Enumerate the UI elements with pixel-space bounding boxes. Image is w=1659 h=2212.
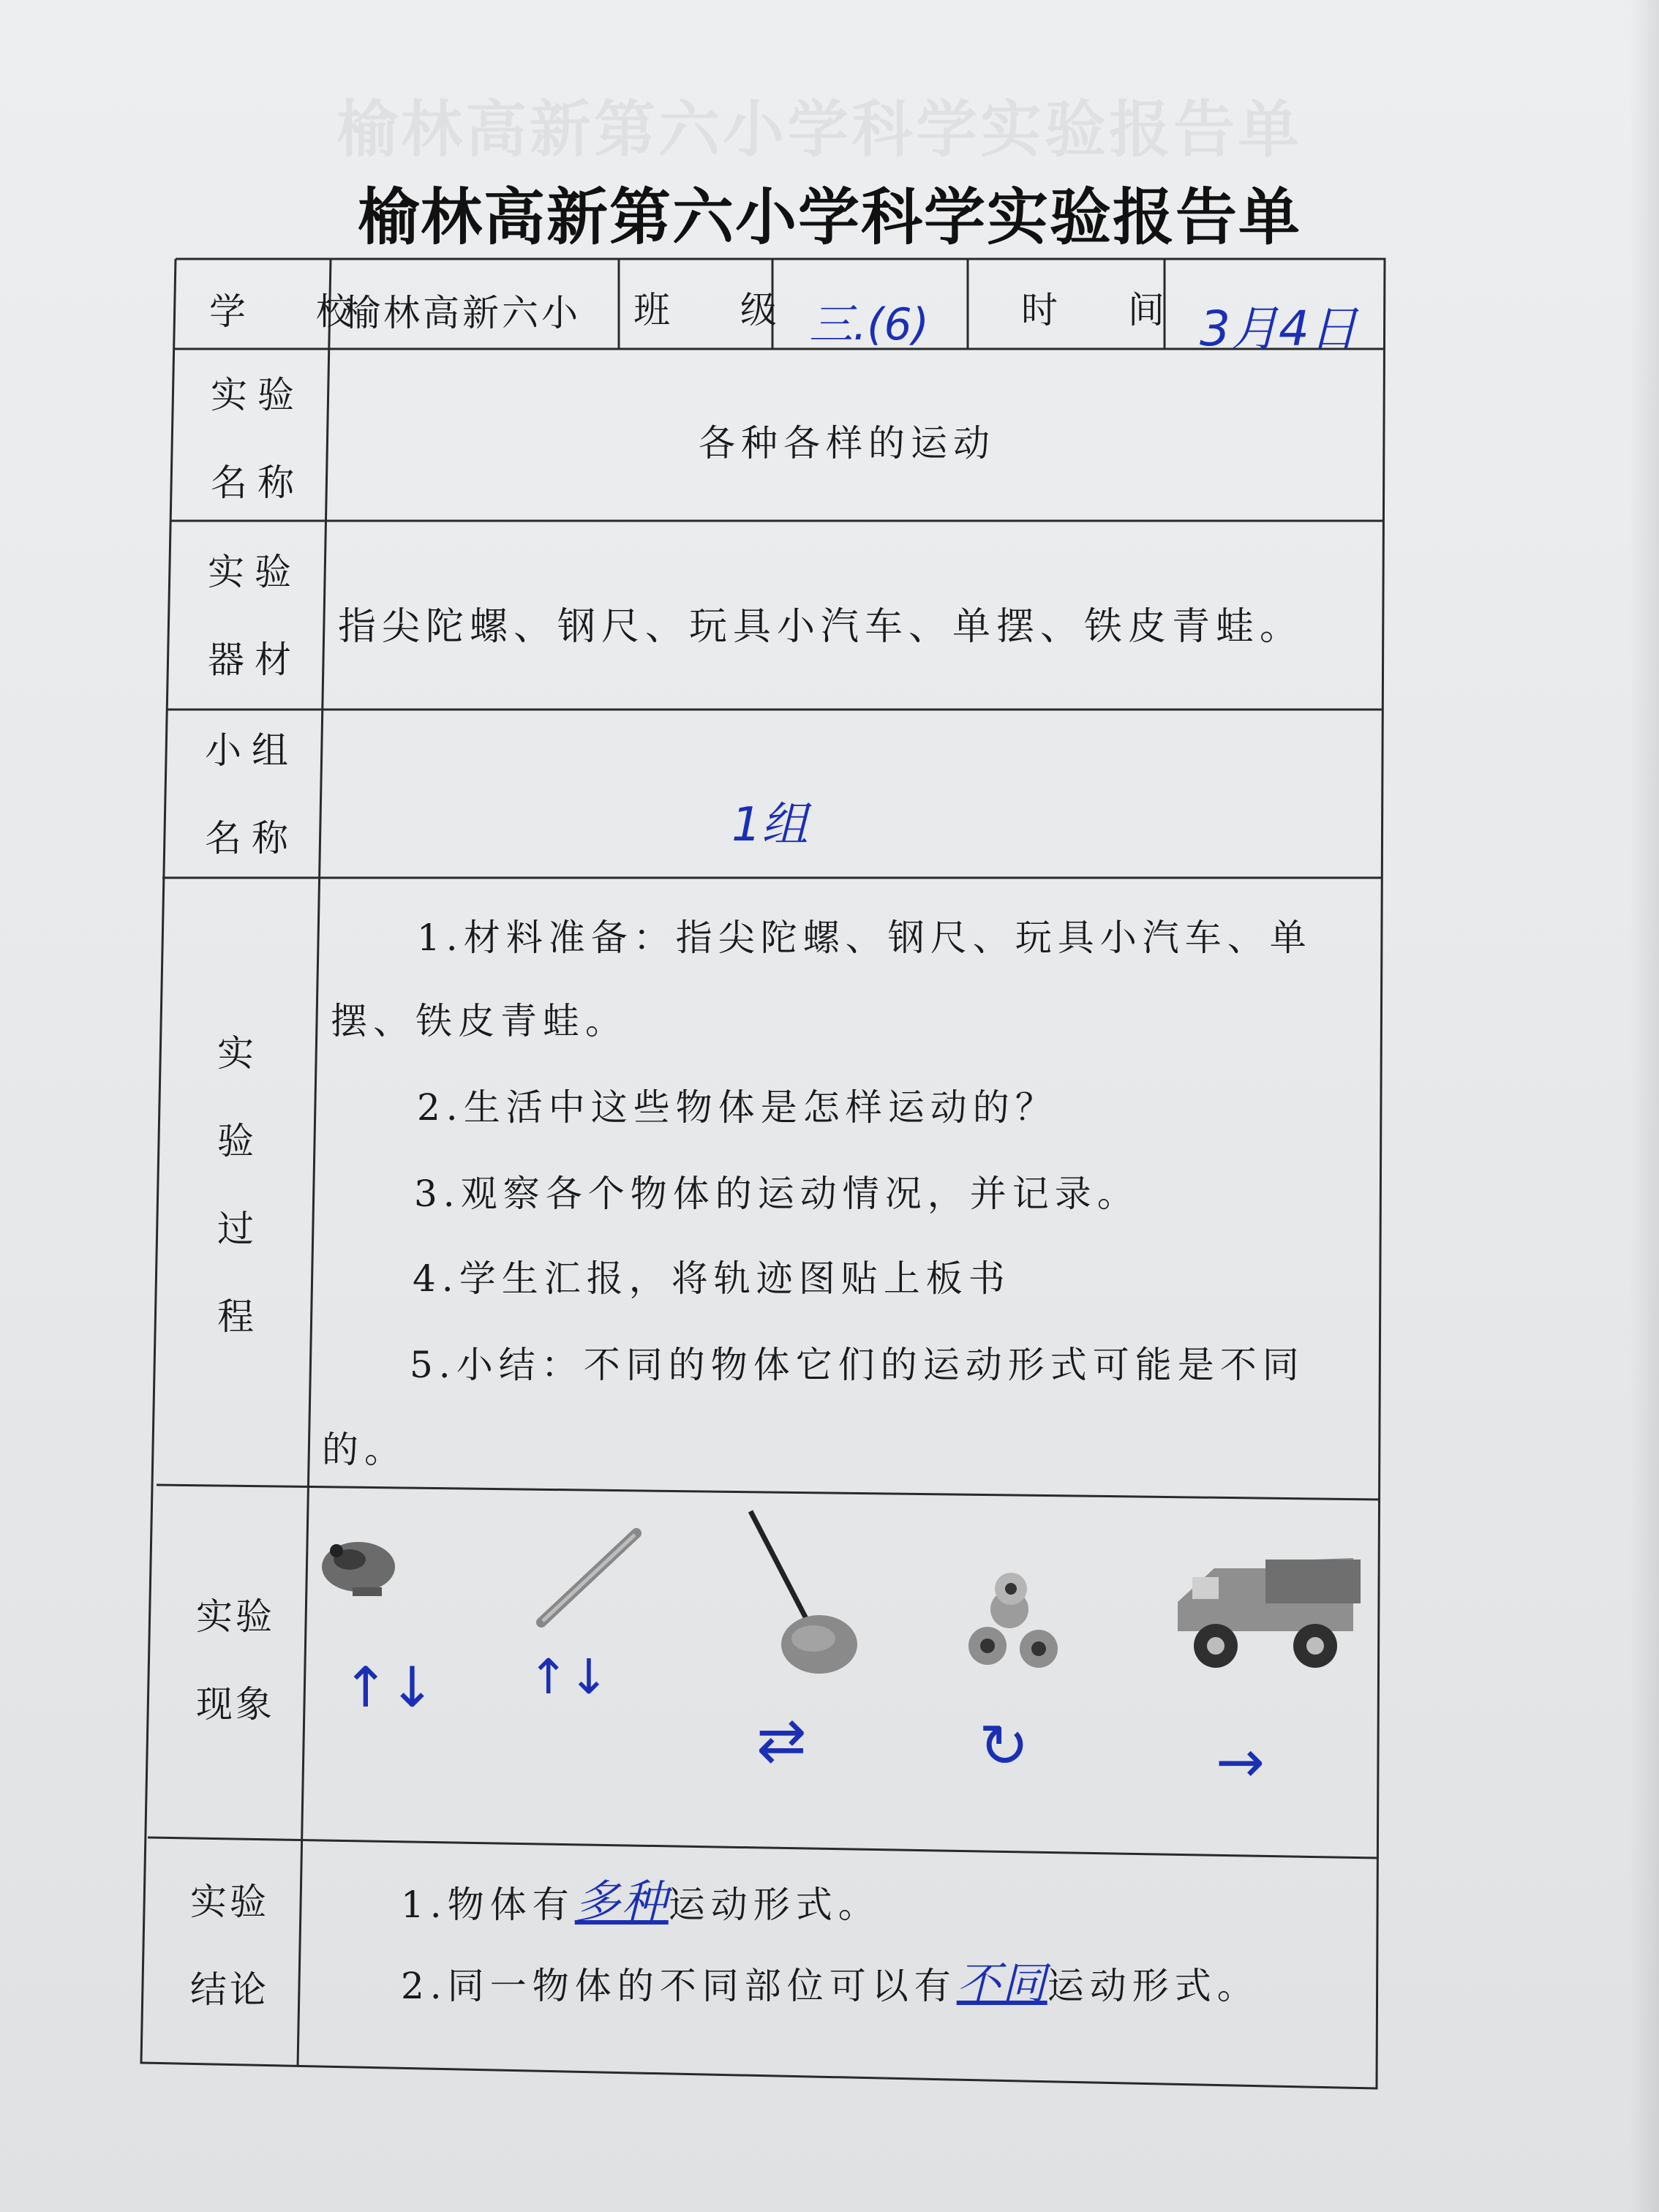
process-label-char: 程 — [217, 1295, 254, 1338]
pendulum-motion-mark[interactable]: ⇄ — [756, 1706, 807, 1775]
time-label: 时 间 — [1021, 289, 1194, 331]
group-label — [200, 707, 303, 882]
equipment-value: 指尖陀螺、钢尺、玩具小汽车、单摆、铁皮青蛙。 — [338, 605, 1304, 649]
conclusion-label-line2: 结论 — [190, 1968, 269, 2011]
process-label — [192, 1009, 279, 1361]
process-step: 4.学生汇报，将轨迹图贴上板书 — [413, 1257, 1011, 1300]
equipment-label-line1: 实验 — [208, 551, 301, 593]
process-step: 的。 — [322, 1429, 407, 1471]
frog-motion-mark[interactable]: ↑↓ — [342, 1655, 436, 1720]
process-step: 3.观察各个物体的运动情况，并记录。 — [414, 1173, 1140, 1215]
phenomenon-label-line1: 实验 — [196, 1595, 275, 1638]
conclusion-line-1 — [401, 1865, 881, 1930]
ruler-motion-mark[interactable]: ↑↓ — [528, 1649, 609, 1705]
conclusion-label — [178, 1858, 281, 2034]
process-label-char: 实 — [217, 1032, 254, 1075]
group-label-line2: 名称 — [205, 817, 298, 859]
conclusion-2-answer[interactable]: 不同 — [956, 1958, 1047, 2009]
class-label: 班 级 — [633, 289, 806, 331]
experiment-name-label-line1: 实验 — [211, 374, 304, 416]
class-value[interactable]: 三.(6) — [809, 299, 930, 350]
steel-ruler-icon — [541, 1533, 636, 1622]
equipment-label-line2: 器材 — [208, 639, 301, 681]
conclusion-1-answer[interactable]: 多种 — [574, 1875, 669, 1928]
conclusion-label-line1: 实验 — [190, 1881, 269, 1923]
tin-frog-icon — [322, 1542, 395, 1596]
group-value[interactable]: 1组 — [731, 798, 808, 852]
experiment-name-value: 各种各样的运动 — [699, 422, 996, 464]
report-title: 榆林高新第六小学科学实验报告单 — [357, 181, 1301, 253]
toy-truck-icon — [1178, 1558, 1361, 1668]
process-step: 1.材料准备：指尖陀螺、钢尺、玩具小汽车、单 — [417, 917, 1312, 959]
experiment-name-label — [206, 351, 309, 527]
conclusion-1-prefix: 1.物体有 — [401, 1884, 575, 1926]
process-step: 摆、铁皮青蛙。 — [331, 1000, 628, 1042]
phenomenon-label — [184, 1573, 287, 1748]
time-value[interactable]: 3月4日 — [1200, 301, 1358, 357]
conclusion-line-2 — [401, 1949, 1260, 2012]
equipment-label — [203, 528, 306, 704]
truck-motion-mark[interactable]: → — [1216, 1728, 1265, 1796]
pendulum-icon — [750, 1511, 857, 1674]
conclusion-2-prefix: 2.同一物体的不同部位可以有 — [401, 1965, 957, 2007]
process-label-char: 验 — [217, 1120, 254, 1162]
group-label-line1: 小组 — [205, 729, 298, 772]
school-value: 榆林高新六小 — [344, 292, 581, 334]
process-step: 5.小结：不同的物体它们的运动形式可能是不同 — [410, 1344, 1305, 1386]
fidget-spinner-icon — [968, 1573, 1058, 1668]
process-label-char: 过 — [217, 1208, 254, 1250]
conclusion-1-suffix: 运动形式。 — [668, 1884, 881, 1926]
phenomenon-label-line2: 现象 — [196, 1683, 275, 1726]
process-step: 2.生活中这些物体是怎样运动的？ — [417, 1086, 1058, 1129]
spinner-motion-mark[interactable]: ↻ — [979, 1712, 1029, 1781]
conclusion-2-suffix: 运动形式。 — [1047, 1965, 1260, 2007]
school-label: 学 校 — [209, 290, 382, 333]
experiment-name-label-line2: 名称 — [211, 462, 304, 504]
bleed-through-text: 榆林高新第六小学科学实验报告单 — [336, 93, 1303, 165]
